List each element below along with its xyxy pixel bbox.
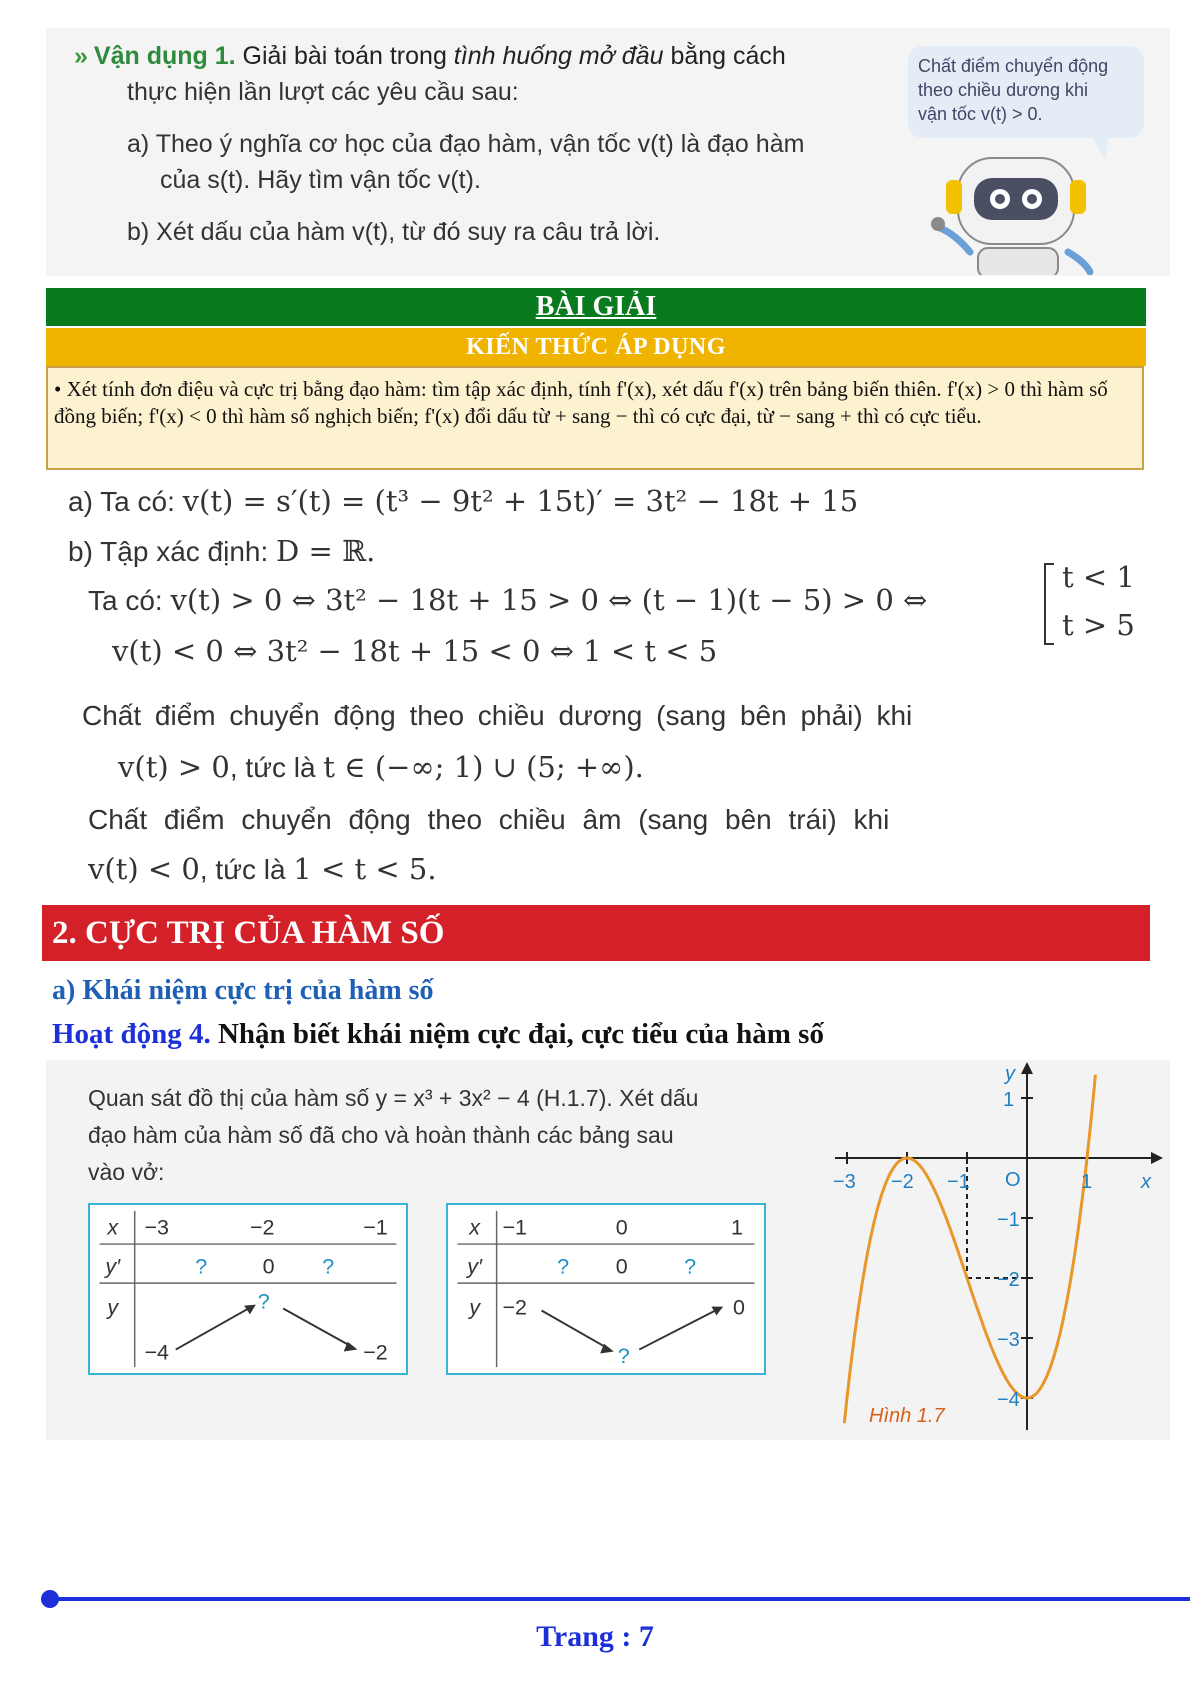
- variation-table-1: [88, 1203, 408, 1375]
- activity-text-line3: vào vở:: [88, 1159, 165, 1185]
- t2-arrow-down: [542, 1310, 614, 1353]
- t1-y-label: y: [107, 1295, 119, 1320]
- task-b-line: b) Xét dấu của hàm v(t), từ đó suy ra câu trả lời.: [127, 218, 661, 246]
- footer-dot-icon: [41, 1590, 59, 1608]
- case-2: t > 5: [1062, 608, 1135, 642]
- t1-x-2: −1: [363, 1215, 388, 1240]
- x-axis-label: x: [1141, 1171, 1151, 1193]
- t1-arrow-up: [176, 1305, 256, 1350]
- task-a-line1: a) Theo ý nghĩa cơ học của đạo hàm, vận tốc v(t) là đạo hàm: [127, 130, 805, 158]
- t1-y-top: ?: [257, 1289, 270, 1314]
- task-intro-line2: thực hiện lần lượt các yêu cầu sau:: [127, 78, 519, 106]
- case-bracket-icon: [1042, 562, 1056, 646]
- t1-y-left: −4: [144, 1340, 169, 1365]
- t2-x-1: 0: [615, 1215, 628, 1240]
- t2-yp-1: 0: [615, 1254, 628, 1279]
- conclusion-negative-line1: Chất điểm chuyển động theo chiều âm (sang bên trái) khi: [88, 804, 890, 835]
- t2-x-0: −1: [502, 1215, 527, 1240]
- solution-header: BÀI GIẢI: [46, 288, 1146, 326]
- task-a-line2: của s(t). Hãy tìm vận tốc v(t).: [160, 166, 481, 194]
- t1-y-right: −2: [363, 1340, 388, 1365]
- solution-sign-negative: v(t) < 0 ⇔ 3t² − 18t + 15 < 0 ⇔ 1 < t < 5: [112, 634, 718, 668]
- t1-yp-0: ?: [195, 1254, 208, 1279]
- t2-arrow-up: [639, 1307, 723, 1350]
- figure-caption: Hình 1.7: [869, 1405, 945, 1427]
- x-axis-arrow-icon: [1151, 1152, 1163, 1164]
- applied-knowledge-box: • Xét tính đơn điệu và cực trị bằng đạo hàm: tìm tập xác định, tính f'(x), xét dấu f'(x) trên bảng biến thiên. f'(x) > 0 thì hàm số đồng biến; f'(x) < 0 thì hàm số nghịch biến; f'(x) đổi dấu từ + sang − thì có cực đại, từ − sang + thì có cực tiểu.: [46, 366, 1144, 470]
- speech-bubble: Chất điểm chuyển động theo chiều dương khi vận tốc v(t) > 0.: [908, 46, 1144, 138]
- activity-4-heading: Hoạt động 4. Nhận biết khái niệm cực đại, cực tiểu của hàm số: [52, 1018, 824, 1050]
- section-2-header: 2. CỰC TRỊ CỦA HÀM SỐ: [42, 905, 1150, 961]
- conclusion-positive-line2: v(t) > 0, tức là t ∈ (−∞; 1) ∪ (5; +∞).: [118, 750, 644, 784]
- case-1: t < 1: [1062, 560, 1135, 594]
- task-heading: » Vận dụng 1. Giải bài toán trong tình huống mở đầu bằng cách: [74, 42, 786, 70]
- t1-yp-2: ?: [322, 1254, 335, 1279]
- x-tick-neg2: −2: [891, 1171, 914, 1193]
- y-axis-arrow-icon: [1021, 1062, 1033, 1074]
- t2-yp-0: ?: [557, 1254, 570, 1279]
- t1-yp-1: 0: [262, 1254, 275, 1279]
- robot-mascot-icon: [930, 140, 1100, 275]
- footer-rule: [45, 1597, 1190, 1601]
- x-tick-neg3: −3: [833, 1171, 856, 1193]
- y-tick-1: 1: [1003, 1089, 1015, 1111]
- solution-a: a) Ta có: v(t) = s′(t) = (t³ − 9t² + 15t)′ = 3t² − 18t + 15: [68, 484, 859, 518]
- solution-b: b) Tập xác định: D = ℝ.: [68, 534, 376, 568]
- origin-label: O: [1005, 1169, 1021, 1191]
- double-chevron-icon: »: [74, 42, 88, 70]
- conclusion-negative-line2: v(t) < 0, tức là 1 < t < 5.: [88, 852, 437, 886]
- activity-text-line2: đạo hàm của hàm số đã cho và hoàn thành các bảng sau: [88, 1122, 674, 1148]
- y-tick-neg4: −4: [997, 1389, 1020, 1411]
- t1-x-0: −3: [144, 1215, 169, 1240]
- solution-sign-positive: Ta có: v(t) > 0 ⇔ 3t² − 18t + 15 > 0 ⇔ (t − 1)(t − 5) > 0 ⇔: [88, 583, 928, 617]
- x-tick-neg1: −1: [947, 1171, 970, 1193]
- t2-y-left: −2: [502, 1295, 527, 1320]
- t2-x-2: 1: [731, 1215, 743, 1240]
- y-tick-neg1: −1: [997, 1209, 1020, 1231]
- y-axis-label: y: [1005, 1063, 1015, 1085]
- x-tick-1: 1: [1081, 1171, 1093, 1193]
- variation-table-2: [446, 1203, 766, 1375]
- t1-x-label: x: [107, 1215, 119, 1240]
- t2-y-right: 0: [732, 1295, 745, 1320]
- t1-arrow-down: [283, 1309, 357, 1352]
- t1-yp-label: y′: [105, 1254, 121, 1279]
- function-graph: [825, 1060, 1170, 1440]
- cubic-curve: [844, 1075, 1095, 1424]
- subsection-a-title: a) Khái niệm cực trị của hàm số: [52, 975, 434, 1006]
- t2-yp-2: ?: [684, 1254, 697, 1279]
- y-tick-neg2: −2: [997, 1269, 1020, 1291]
- page-number: Trang : 7: [536, 1620, 654, 1653]
- t1-x-1: −2: [249, 1215, 275, 1240]
- conclusion-positive-line1: Chất điểm chuyển động theo chiều dương (sang bên phải) khi: [82, 700, 913, 731]
- t2-x-label: x: [469, 1215, 480, 1240]
- t2-y-label: y: [469, 1295, 480, 1320]
- t2-yp-label: y′: [467, 1254, 483, 1279]
- y-tick-neg3: −3: [997, 1329, 1020, 1351]
- applied-knowledge-header: KIẾN THỨC ÁP DỤNG: [46, 328, 1146, 366]
- activity-text-line1: Quan sát đồ thị của hàm số y = x³ + 3x² − 4 (H.1.7). Xét dấu: [88, 1085, 699, 1111]
- t2-y-bottom: ?: [617, 1344, 630, 1369]
